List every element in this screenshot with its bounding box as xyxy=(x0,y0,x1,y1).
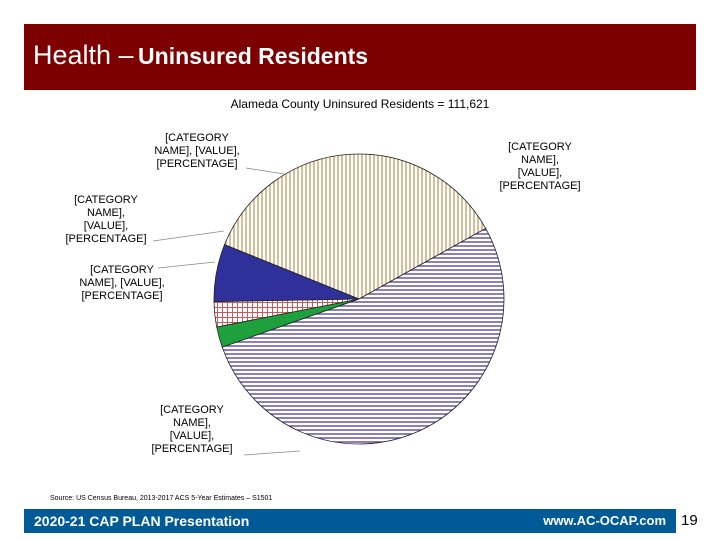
chart-title: Alameda County Uninsured Residents = 111,621 xyxy=(230,97,490,111)
slice-label-4: [CATEGORY NAME], [VALUE], [PERCENTAGE] xyxy=(65,194,147,245)
leader-line-3 xyxy=(158,262,215,268)
slice-label-5: [CATEGORY NAME], [VALUE], [PERCENTAGE] xyxy=(154,132,240,170)
leader-line-2 xyxy=(244,451,300,455)
slide-title-sub: Uninsured Residents xyxy=(138,43,369,69)
page-number: 19 xyxy=(681,512,698,529)
footer-website-link[interactable]: www.AC-OCAP.com xyxy=(543,513,666,528)
footer-bar xyxy=(24,509,676,533)
slice-label-3: [CATEGORY NAME], [VALUE], [PERCENTAGE] xyxy=(79,264,165,302)
leader-line-4 xyxy=(153,231,224,241)
footer-presentation-title: 2020-21 CAP PLAN Presentation xyxy=(34,513,250,529)
slide-title-main: Health – xyxy=(33,40,134,70)
slice-label-2: [CATEGORY NAME], [VALUE], [PERCENTAGE] xyxy=(151,404,233,455)
slice-label-1: [CATEGORY NAME], [VALUE], [PERCENTAGE] xyxy=(499,141,581,192)
leader-line-5 xyxy=(246,168,284,174)
source-note: Source: US Census Bureau, 2013-2017 ACS 5-Year Estimates – S1501 xyxy=(50,495,273,502)
